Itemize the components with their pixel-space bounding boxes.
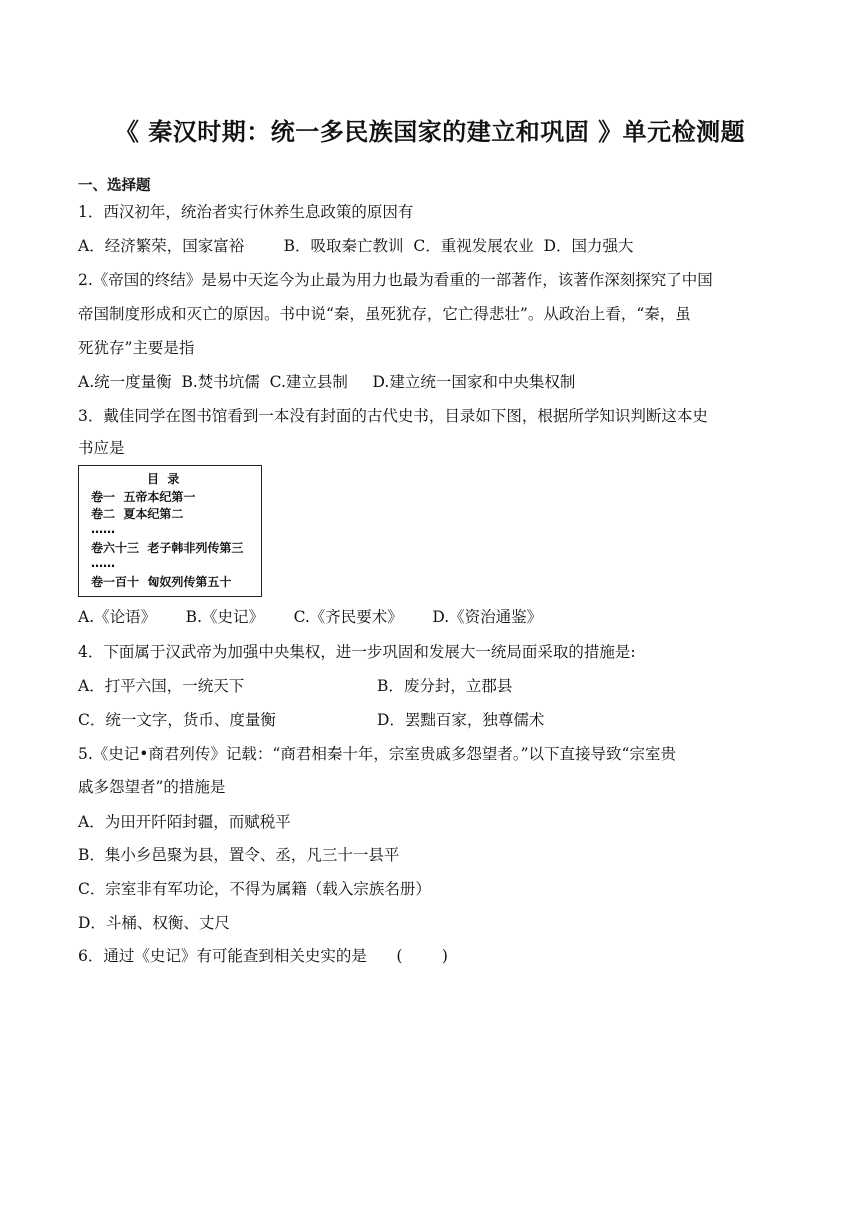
question-2-options: A.统一度量衡 B.焚书坑儒 C.建立县制 D.建立统一国家和中央集权制 [78,373,576,391]
toc-heading: 目 录 [147,472,180,486]
question-2-stem-line1: 2.《帝国的终结》是易中天迄今为止最为用力也最为看重的一部著作，该著作深刻探究了中国 [78,271,713,289]
toc-ellipsis: …… [91,522,115,536]
toc-line: 卷一百十 匈奴列传第五十 [91,575,232,589]
question-1-stem: 1．西汉初年，统治者实行休养生息政策的原因有 [78,203,414,221]
toc-ellipsis: …… [91,556,115,570]
question-3-stem-line1: 3．戴佳同学在图书馆看到一本没有封面的古代史书，目录如下图，根据所学知识判断这本史 [78,407,708,425]
toc-line: 卷二 夏本纪第二 [91,507,184,521]
question-2-stem-line2: 帝国制度形成和灭亡的原因。书中说“秦，虽死犹存，它亡得悲壮”。从政治上看，“秦，虽 [78,305,691,323]
question-4-stem: 4．下面属于汉武帝为加强中央集权，进一步巩固和发展大一统局面采取的措施是: [78,643,636,661]
toc-line: 卷六十三 老子韩非列传第三 [91,541,244,555]
table-of-contents-figure [78,465,262,597]
question-1-options: A．经济繁荣，国家富裕 B．吸取秦亡教训 C．重视发展农业 D．国力强大 [78,237,634,255]
question-6-stem: 6．通过《史记》有可能查到相关史实的是 ( ) [78,947,448,965]
question-5-option-b: B．集小乡邑聚为县，置令、丞，凡三十一县平 [78,846,400,864]
question-2-stem-line3: 死犹存”主要是指 [78,339,195,357]
question-5-option-d: D．斗桶、权衡、丈尺 [78,914,230,932]
question-5-stem-line1: 5.《史记•商君列传》记载：“商君相秦十年，宗室贵戚多怨望者。”以下直接导致“宗室贵 [78,745,676,763]
toc-line: 卷一 五帝本纪第一 [91,490,196,504]
question-5-option-a: A．为田开阡陌封疆，而赋税平 [78,813,291,831]
document-title: 《 秦汉时期：统一多民族国家的建立和巩固 》单元检测题 [114,118,746,146]
question-4-option-b: B．废分封，立郡县 [377,677,513,695]
question-5-option-c: C．宗室非有军功论，不得为属籍（载入宗族名册） [78,880,431,898]
question-3-stem-line2: 书应是 [78,439,125,457]
question-4-option-d: D．罢黜百家，独尊儒术 [377,711,545,729]
question-4-option-c: C．统一文字，货币、度量衡 [78,711,276,729]
question-3-options: A.《论语》 B.《史记》 C.《齐民要术》 D.《资治通鉴》 [78,608,543,626]
question-5-stem-line2: 戚多怨望者”的措施是 [78,778,226,796]
question-4-option-a: A．打平六国，一统天下 [78,677,245,695]
section-heading: 一、选择题 [78,178,151,194]
